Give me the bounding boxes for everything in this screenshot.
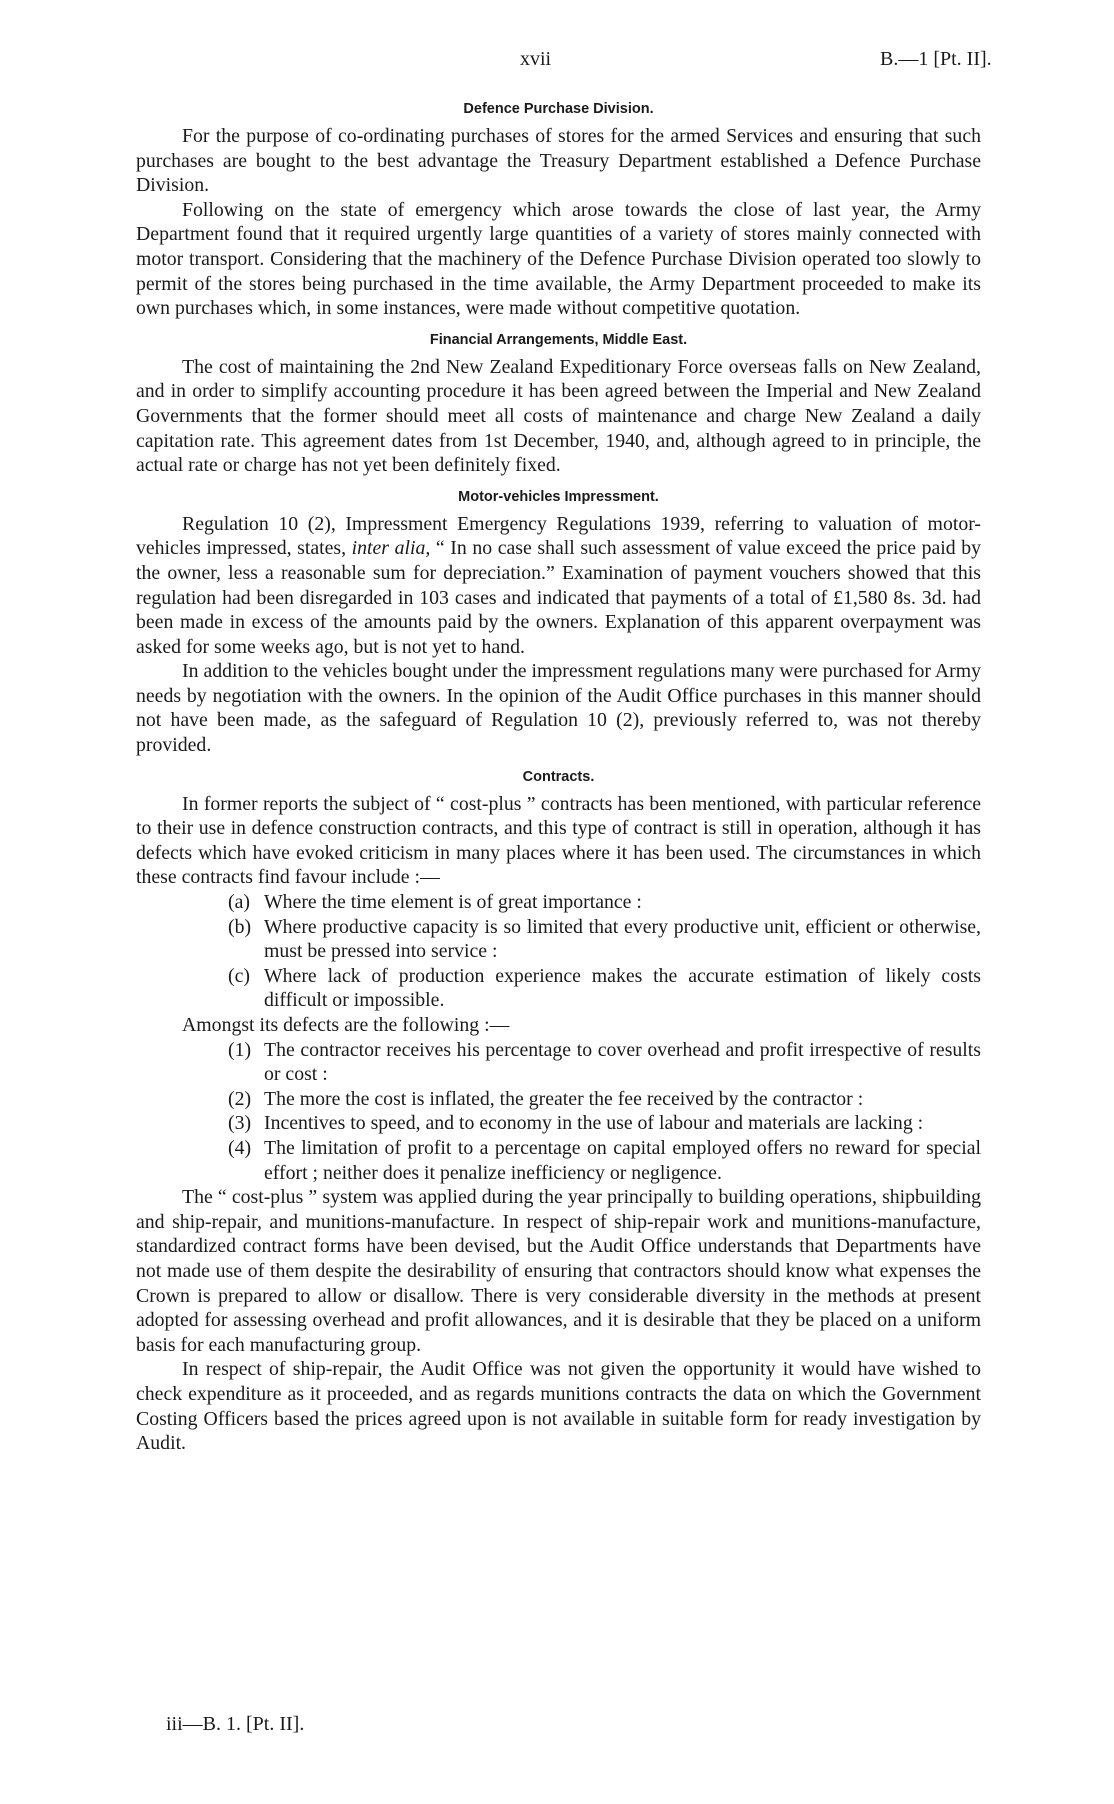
item-label: (a) [228, 891, 250, 914]
section-contracts [136, 766, 981, 1456]
paragraph-text: Regulation 10 (2), Impressment Emergency Regulations 1939, referring to valuation of motor-vehicles impressed, states, [136, 512, 981, 560]
list-item [136, 1111, 981, 1136]
footer-signature: iii—B. 1. [Pt. II]. [166, 1713, 305, 1735]
list-item [136, 915, 981, 964]
item-label: (1) [228, 1038, 252, 1061]
paragraph: The cost of maintaining the 2nd New Zealand Expeditionary Force overseas falls on New Zealand, and in order to simplify accounting procedure it has been agreed between the Imperial and New Zealand Governments that the former should meet all costs of maintenance and charge New Zealand a daily capitation rate. This agreement dates from 1st December, 1940, and, although agreed to in principle, the actual rate or charge has not yet been definitely fixed. [136, 355, 981, 477]
list-item [136, 1136, 981, 1185]
paragraph: In respect of ship-repair, the Audit Office was not given the opportunity it would have wished to check expenditure as it proceeded, and as regards munitions contracts the data on which the Government Costing Officers based the prices agreed upon is not available in suitable form for ready investigation by Audit. [136, 1358, 981, 1455]
list-item [136, 890, 981, 915]
section-financial-arrangements [136, 329, 981, 478]
item-text: Where productive capacity is so limited that every productive unit, efficient or otherwise, must be pressed into service : [264, 915, 981, 963]
list-item [136, 1038, 981, 1087]
paragraph [136, 512, 981, 660]
page-number: xvii [520, 48, 552, 70]
item-text: Incentives to speed, and to economy in the use of labour and materials are lacking : [264, 1112, 924, 1135]
section-defence-purchase [136, 98, 981, 321]
paragraph: Amongst its defects are the following :— [182, 1014, 510, 1036]
section-heading: Financial Arrangements, Middle East. [429, 331, 688, 348]
document-body [136, 92, 981, 1464]
section-heading: Contracts. [522, 768, 595, 785]
paragraph-text: “ In no case shall such assessment of value exceed the price paid by the owner, less a reasonable sum for depreciation.” Examination of payment vouchers showed that this regulation had been disregarded in 103 cases and indicated that payments of a total of £1,580 8s. 3d. had been made in excess of the amounts paid by the owners. Explanation of this apparent overpayment was asked for some weeks ago, but is not yet to hand. [136, 537, 981, 658]
item-text: The limitation of profit to a percentage on capital employed offers no reward for special effort ; neither does it penalize inefficiency or negligence. [264, 1136, 981, 1184]
item-text: Where the time element is of great importance : [264, 891, 642, 914]
paragraph: The “ cost-plus ” system was applied during the year principally to building operations, shipbuilding and ship-repair, and munitions-manufacture. In respect of ship-repair work and munitions-manufacture, standardized contract forms have been devised, but the Audit Office understands that Departments have not made use of them despite the desirability of ensuring that contractors should know what expenses the Crown is prepared to allow or disallow. There is very considerable diversity in the methods at present adopted for assessing overhead and profit allowances, and it is desirable that they be placed on a uniform basis for each manufacturing group. [136, 1186, 981, 1356]
item-label: (3) [228, 1112, 252, 1135]
section-motor-vehicles [136, 486, 981, 758]
item-label: (b) [228, 915, 252, 938]
list-item [136, 964, 981, 1013]
item-text: The contractor receives his percentage to cover overhead and profit irrespective of results or cost : [264, 1038, 981, 1086]
item-text: The more the cost is inflated, the greater the fee received by the contractor : [264, 1087, 864, 1110]
document-reference: B.—1 [Pt. II]. [880, 48, 992, 70]
latin-phrase: inter alia, [351, 537, 431, 560]
section-heading: Defence Purchase Division. [463, 101, 654, 117]
paragraph: For the purpose of co-ordinating purchases of stores for the armed Services and ensuring that such purchases are bought to the best advantage the Treasury Department established a Defence Purchase Division. [136, 125, 981, 197]
list-item [136, 1087, 981, 1112]
paragraph: In former reports the subject of “ cost-plus ” contracts has been mentioned, with particular reference to their use in defence construction contracts, and this type of contract is still in operation, although it has defects which have evoked criticism in many places where it has been used. The circumstances in which these contracts find favour include :— [136, 792, 981, 889]
item-label: (4) [228, 1136, 252, 1159]
paragraph: In addition to the vehicles bought under the impressment regulations many were purchased for Army needs by negotiation with the owners. In the opinion of the Audit Office purchases in this manner should not have been made, as the safeguard of Regulation 10 (2), previously referred to, was not thereby provided. [136, 660, 981, 757]
favour-list [136, 890, 981, 1013]
defects-list [136, 1038, 981, 1186]
item-label: (c) [228, 964, 250, 987]
item-label: (2) [228, 1087, 252, 1110]
item-text: Where lack of production experience makes the accurate estimation of likely costs difficult or impossible. [264, 964, 981, 1012]
paragraph: Following on the state of emergency which arose towards the close of last year, the Army Department found that it required urgently large quantities of a variety of stores mainly connected with motor transport. Considering that the machinery of the Defence Purchase Division operated too slowly to permit of the stores being purchased in the time available, the Army Department proceeded to make its own purchases which, in some instances, were made without competitive quotation. [136, 198, 981, 320]
section-heading: Motor-vehicles Impressment. [458, 488, 659, 505]
